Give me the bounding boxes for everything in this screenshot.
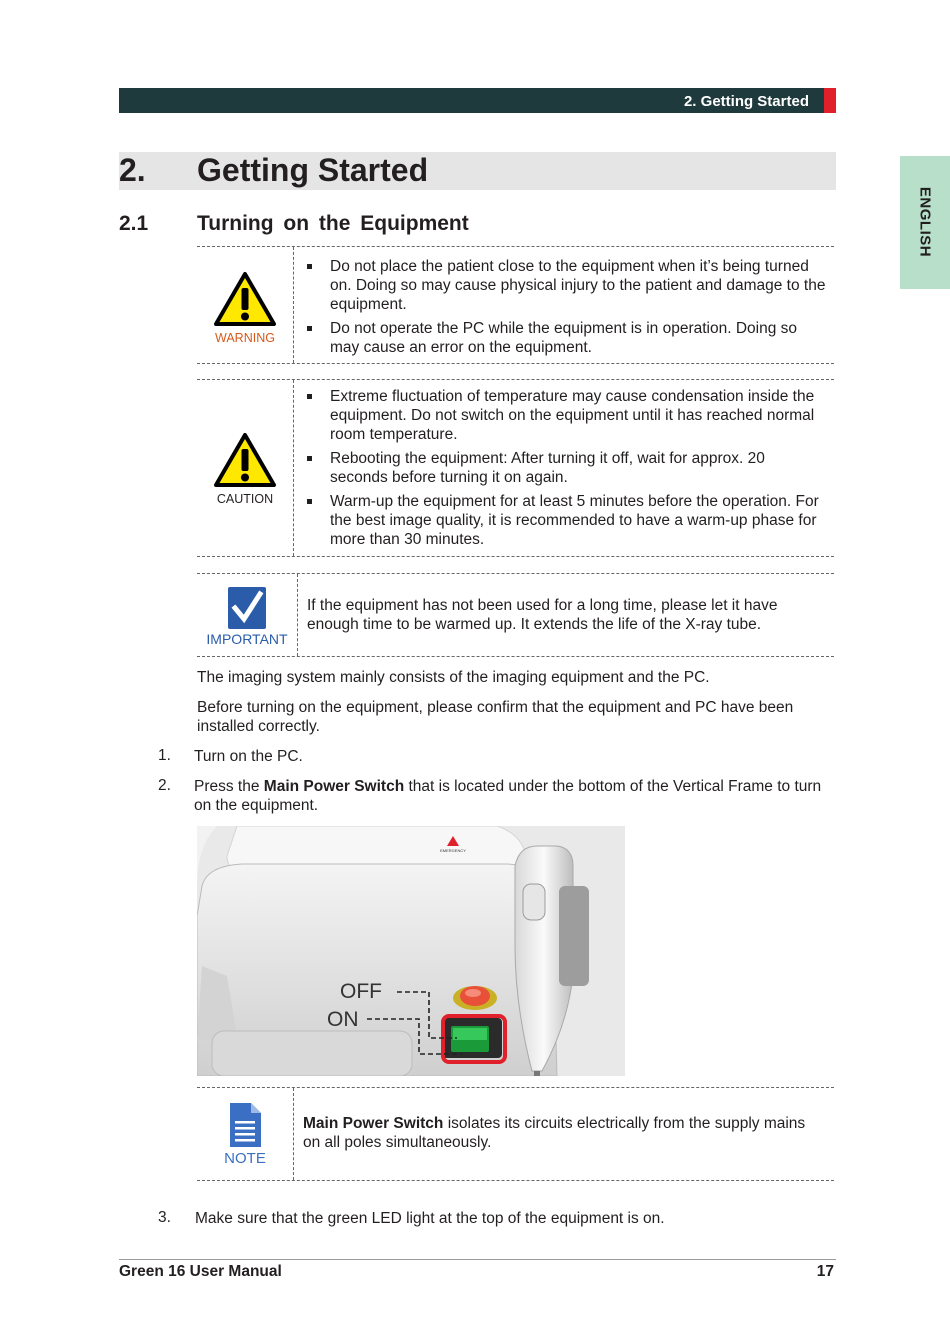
- caution-item: Rebooting the equipment: After turning it off, wait for approx. 20 seconds before turning it on again.: [303, 449, 826, 487]
- caution-label: CAUTION: [216, 492, 274, 506]
- page-number: 17: [816, 1263, 834, 1280]
- chapter-number: 2.: [119, 152, 146, 188]
- intro-paragraph: The imaging system mainly consists of the imaging equipment and the PC.: [197, 669, 710, 686]
- warning-item: Do not place the patient close to the equipment when it’s being turned on. Doing so may cause physical injury to the patient and damage to the equipment.: [303, 257, 826, 314]
- caution-text: [303, 387, 826, 554]
- off-label: OFF: [340, 980, 382, 1003]
- running-header-title: 2. Getting Started: [683, 93, 809, 110]
- footer-rule: [119, 1259, 836, 1260]
- document-icon: [227, 1101, 263, 1149]
- step-number: 1.: [158, 747, 171, 764]
- header-accent: [824, 88, 836, 113]
- important-icon-cell: [197, 574, 298, 656]
- warning-label: WARNING: [215, 331, 275, 345]
- step-number: 3.: [158, 1209, 171, 1226]
- step-text: Press the Main Power Switch that is located under the bottom of the Vertical Frame to turn on the equipment.: [194, 778, 822, 814]
- caution-item: Extreme fluctuation of temperature may cause condensation inside the equipment. Do not switch on the equipment until it has reached normal room temperature.: [303, 387, 826, 444]
- warning-box: [197, 246, 834, 364]
- install-check-paragraph: Before turning on the equipment, please confirm that the equipment and PC have been installed correctly.: [197, 699, 794, 735]
- power-switch-photo: [197, 826, 625, 1076]
- caution-icon-cell: [197, 380, 294, 556]
- important-box: [197, 573, 834, 657]
- caution-item: Warm-up the equipment for at least 5 minutes before the operation. For the best image quality, it is recommended to have a warm-up phase for more than 30 minutes.: [303, 492, 826, 549]
- important-label: IMPORTANT: [206, 631, 288, 647]
- note-term: Main Power Switch: [303, 1115, 444, 1132]
- note-box: [197, 1087, 834, 1181]
- warning-item: Do not operate the PC while the equipment is in operation. Doing so may cause an error on the equipment.: [303, 319, 826, 357]
- important-text: If the equipment has not been used for a long time, please let it have enough time to be warmed up. It extends the life of the X-ray tube.: [307, 597, 778, 633]
- warning-icon: [213, 271, 277, 327]
- step-text: Make sure that the green LED light at the top of the equipment is on.: [195, 1210, 665, 1227]
- chapter-title: Getting Started: [197, 152, 429, 188]
- step-text: Turn on the PC.: [194, 748, 303, 765]
- note-label: NOTE: [224, 1150, 266, 1167]
- on-label: ON: [327, 1008, 359, 1031]
- language-tab-label: ENGLISH: [916, 186, 934, 258]
- emergency-label: EMERGENCY: [440, 848, 466, 853]
- note-text: Main Power Switch isolates its circuits electrically from the supply mains on all poles simultaneously.: [303, 1115, 806, 1151]
- note-icon-cell: [197, 1088, 294, 1180]
- main-power-switch-term: Main Power Switch: [263, 778, 405, 795]
- equipment-illustration: [197, 826, 625, 1076]
- step-number: 2.: [158, 777, 171, 794]
- section-number: 2.1: [119, 212, 149, 235]
- warning-icon-cell: [197, 247, 294, 363]
- section-title: Turning on the Equipment: [197, 212, 469, 235]
- caution-icon: [213, 432, 277, 488]
- footer-manual-title: Green 16 User Manual: [119, 1263, 282, 1280]
- warning-text: [303, 257, 826, 362]
- caution-box: [197, 379, 834, 557]
- checkmark-icon: [227, 586, 267, 630]
